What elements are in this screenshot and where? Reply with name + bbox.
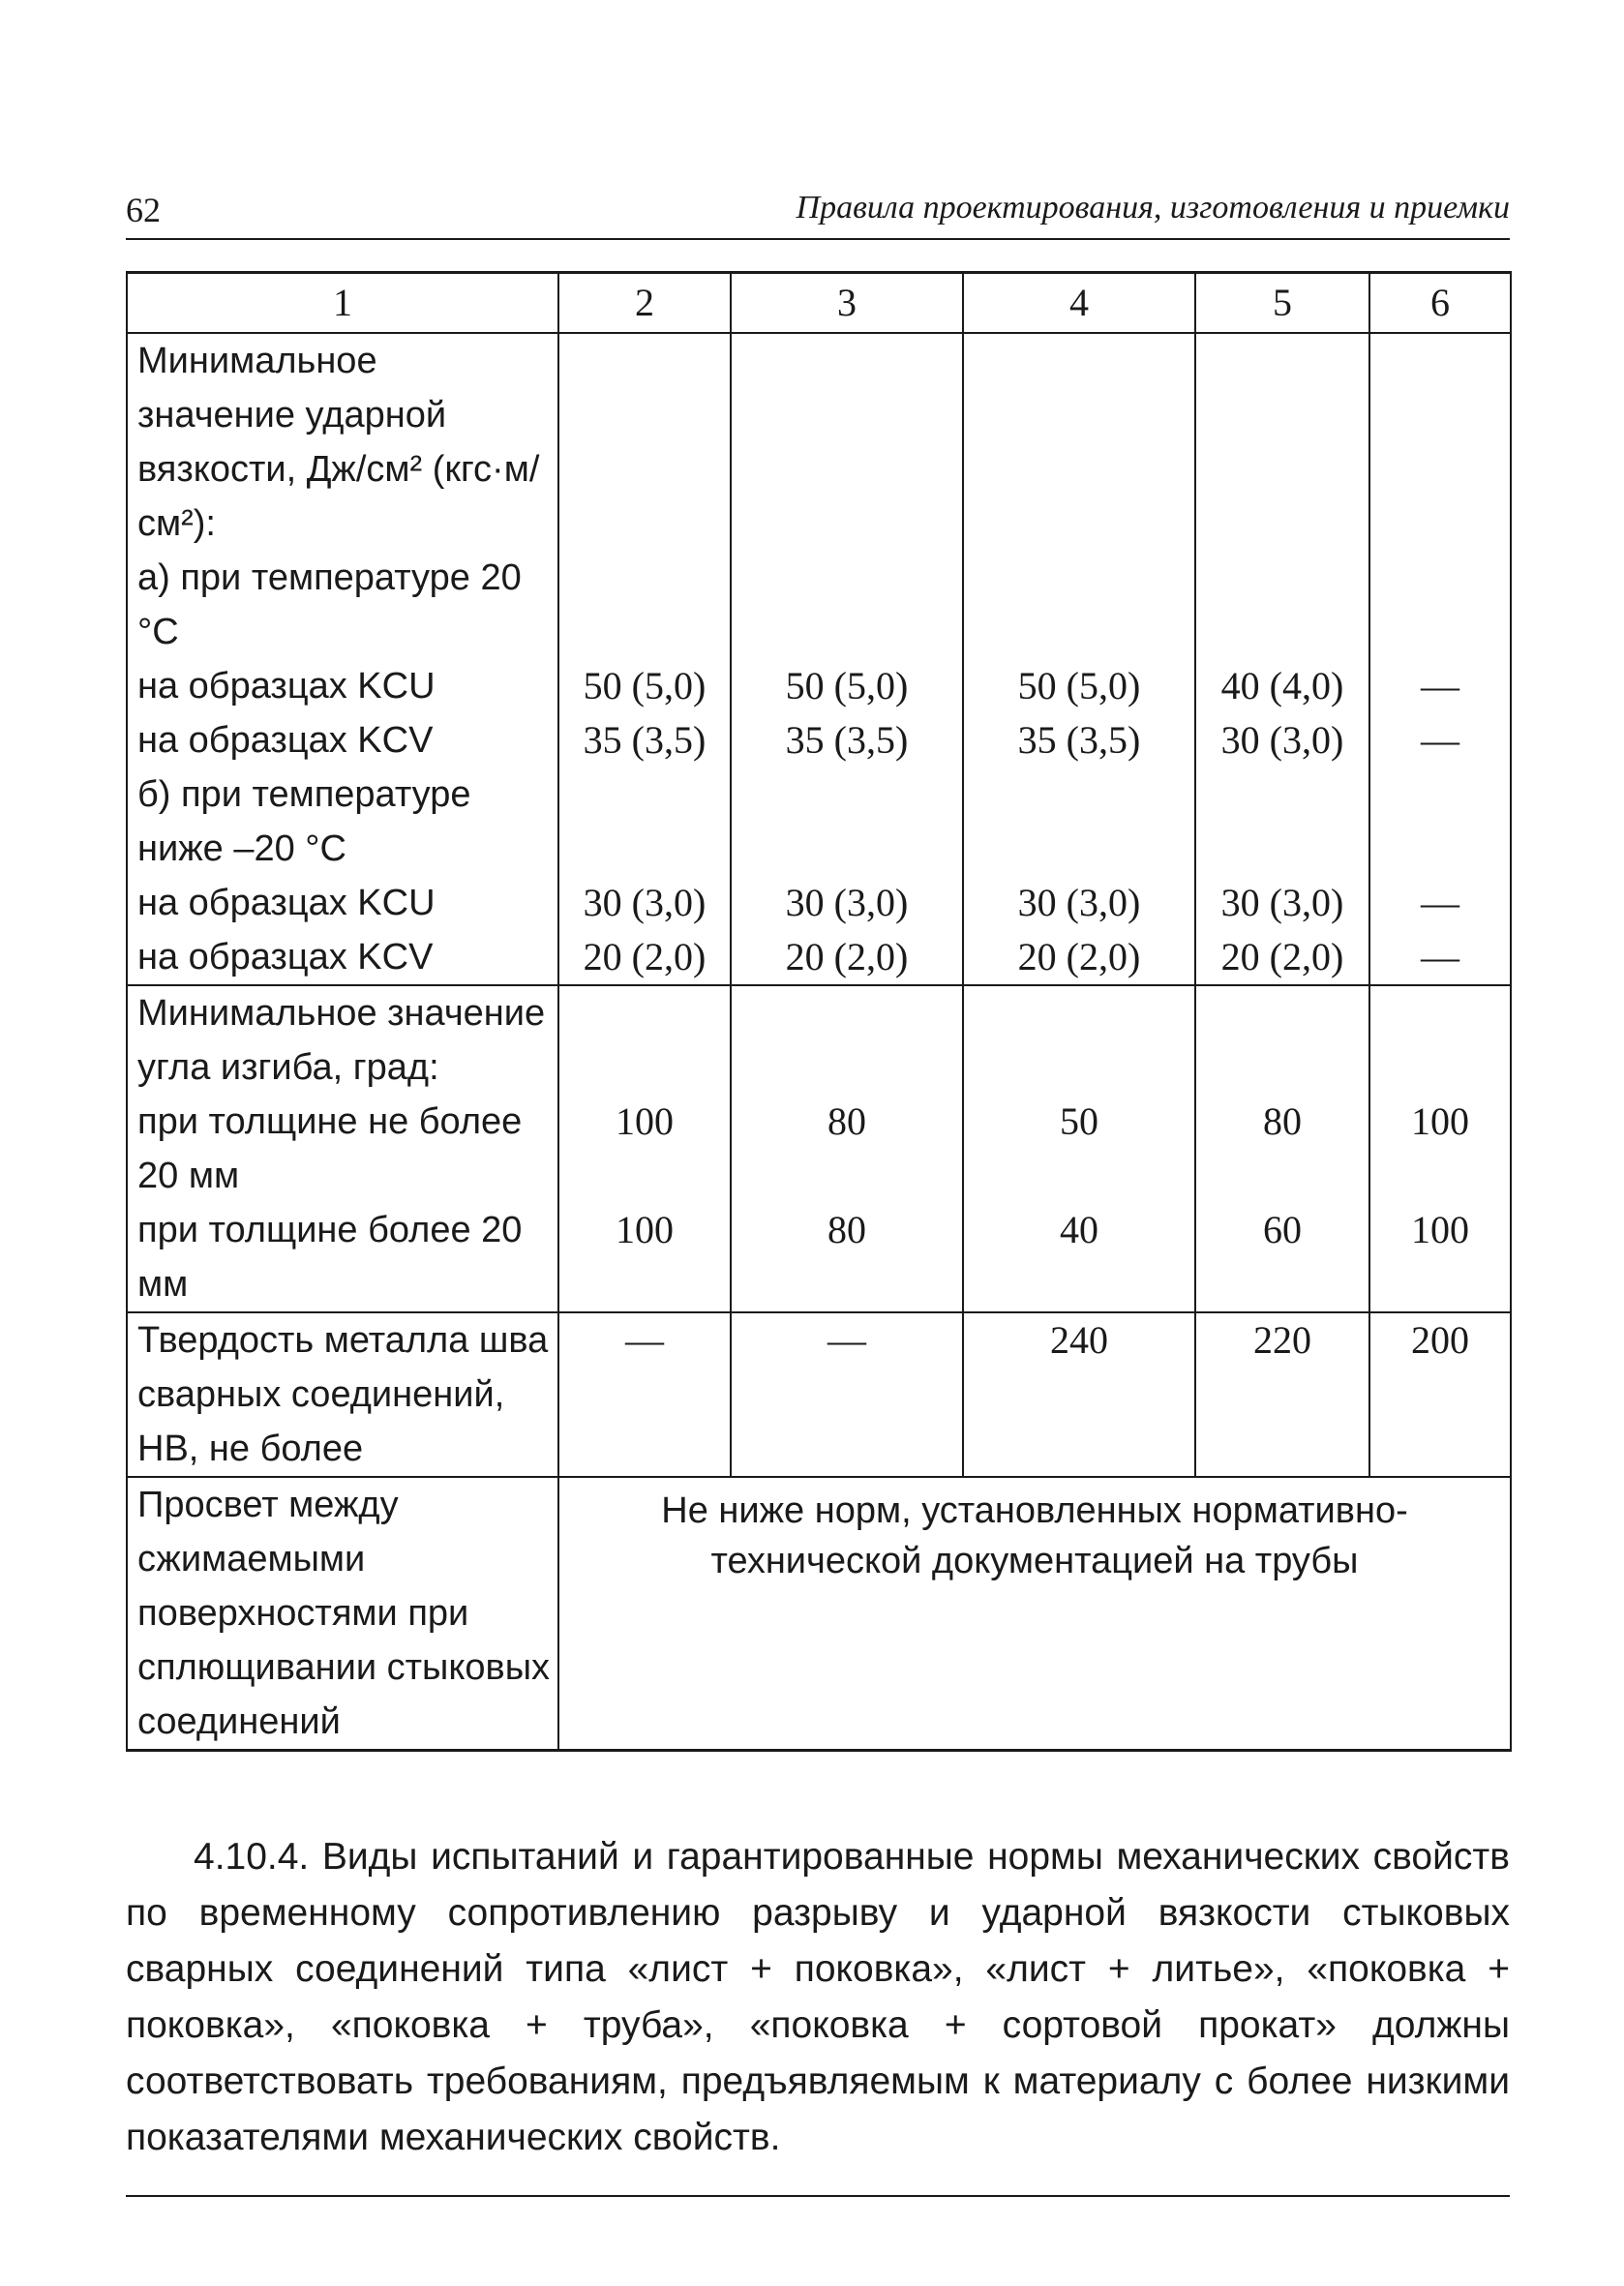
column-number: 2 xyxy=(558,273,731,334)
cell-value: 220 xyxy=(1195,1312,1369,1477)
table-row xyxy=(127,1203,1511,1312)
cell-value: 20 (2,0) xyxy=(1195,930,1369,985)
cell-value: — xyxy=(558,1312,731,1477)
column-number: 1 xyxy=(127,273,558,334)
cell-value: 80 xyxy=(731,1095,963,1203)
column-numbers-row xyxy=(127,273,1511,334)
merged-value: Не ниже норм, установленных нормативно-технической документацией на трубы xyxy=(558,1477,1511,1751)
cell-value: 50 (5,0) xyxy=(963,659,1195,713)
body-paragraph: 4.10.4. Виды испытаний и гарантированные нормы механических свойств по временному сопротивлению разрыву и ударной вязкости стыковых сварных соединений типа «лист + поковка», «лист + литье», «поковка + поковка», «поковка + труба», «поковка + сортовой прокат» должны соответствовать требованиям, предъявляемым к материалу с более низкими показателями механических свойств. xyxy=(126,1836,1510,2158)
bend-title-row xyxy=(127,985,1511,1095)
table-row xyxy=(127,876,1511,930)
column-number: 4 xyxy=(963,273,1195,334)
cell-value: 40 (4,0) xyxy=(1195,659,1369,713)
cell-value: 100 xyxy=(558,1203,731,1312)
header-rule xyxy=(126,238,1510,240)
cell-value: 80 xyxy=(1195,1095,1369,1203)
cell-value: 50 (5,0) xyxy=(558,659,731,713)
row-label: Твердость металла шва сварных соединений, НВ, не более xyxy=(127,1312,558,1477)
impact-b-label: б) при температуре ниже –20 °С xyxy=(127,767,558,876)
impact-title-line: значение ударной xyxy=(137,395,447,436)
cell-value: 100 xyxy=(1369,1095,1511,1203)
cell-value: 60 xyxy=(1195,1203,1369,1312)
cell-value: 30 (3,0) xyxy=(731,876,963,930)
row-label: на образцах KCV xyxy=(127,930,558,985)
cell-value: 100 xyxy=(1369,1203,1511,1312)
impact-b-label-row xyxy=(127,767,1511,876)
row-label: Просвет между сжимаемыми поверхностями при сплющивании стыковых соединений xyxy=(127,1477,558,1751)
impact-title-line: Минимальное xyxy=(137,341,377,381)
cell-value: 50 (5,0) xyxy=(731,659,963,713)
impact-title xyxy=(127,333,558,551)
impact-a-label-row xyxy=(127,551,1511,659)
running-title: Правила проектирования, изготовления и приемки xyxy=(796,190,1510,226)
cell-value: 200 xyxy=(1369,1312,1511,1477)
row-label: на образцах KCV xyxy=(127,713,558,767)
cell-value: 80 xyxy=(731,1203,963,1312)
cell-value: 240 xyxy=(963,1312,1195,1477)
column-number: 6 xyxy=(1369,273,1511,334)
cell-value: — xyxy=(1369,659,1511,713)
bend-title: Минимальное значение угла изгиба, град: xyxy=(127,985,558,1095)
impact-a-label: а) при температуре 20 °С xyxy=(127,551,558,659)
page-number: 62 xyxy=(126,191,161,229)
table-row xyxy=(127,930,1511,985)
column-number: 5 xyxy=(1195,273,1369,334)
cell-value: — xyxy=(1369,713,1511,767)
cell-value: 30 (3,0) xyxy=(558,876,731,930)
cell-value: 100 xyxy=(558,1095,731,1203)
row-label: на образцах KCU xyxy=(127,876,558,930)
cell-value: 20 (2,0) xyxy=(558,930,731,985)
cell-value: 20 (2,0) xyxy=(963,930,1195,985)
row-label: при толщине не более 20 мм xyxy=(127,1095,558,1203)
gap-row xyxy=(127,1477,1511,1751)
cell-value: — xyxy=(731,1312,963,1477)
cell-value: 30 (3,0) xyxy=(1195,713,1369,767)
cell-value: 35 (3,5) xyxy=(963,713,1195,767)
table-row xyxy=(127,713,1511,767)
footer-rule xyxy=(126,2195,1510,2197)
column-number: 3 xyxy=(731,273,963,334)
cell-value: 30 (3,0) xyxy=(963,876,1195,930)
row-label: на образцах KCU xyxy=(127,659,558,713)
cell-value: 50 xyxy=(963,1095,1195,1203)
cell-value: 35 (3,5) xyxy=(558,713,731,767)
cell-value: 40 xyxy=(963,1203,1195,1312)
hardness-row xyxy=(127,1312,1511,1477)
impact-title-line: вязкости, Дж/см² (кгс·м/см²): xyxy=(137,449,540,544)
properties-table xyxy=(126,271,1512,1752)
table-row xyxy=(127,659,1511,713)
cell-value: — xyxy=(1369,930,1511,985)
table-row xyxy=(127,1095,1511,1203)
cell-value: 20 (2,0) xyxy=(731,930,963,985)
cell-value: 30 (3,0) xyxy=(1195,876,1369,930)
row-label: при толщине более 20 мм xyxy=(127,1203,558,1312)
cell-value: — xyxy=(1369,876,1511,930)
impact-title-row xyxy=(127,333,1511,551)
cell-value: 35 (3,5) xyxy=(731,713,963,767)
